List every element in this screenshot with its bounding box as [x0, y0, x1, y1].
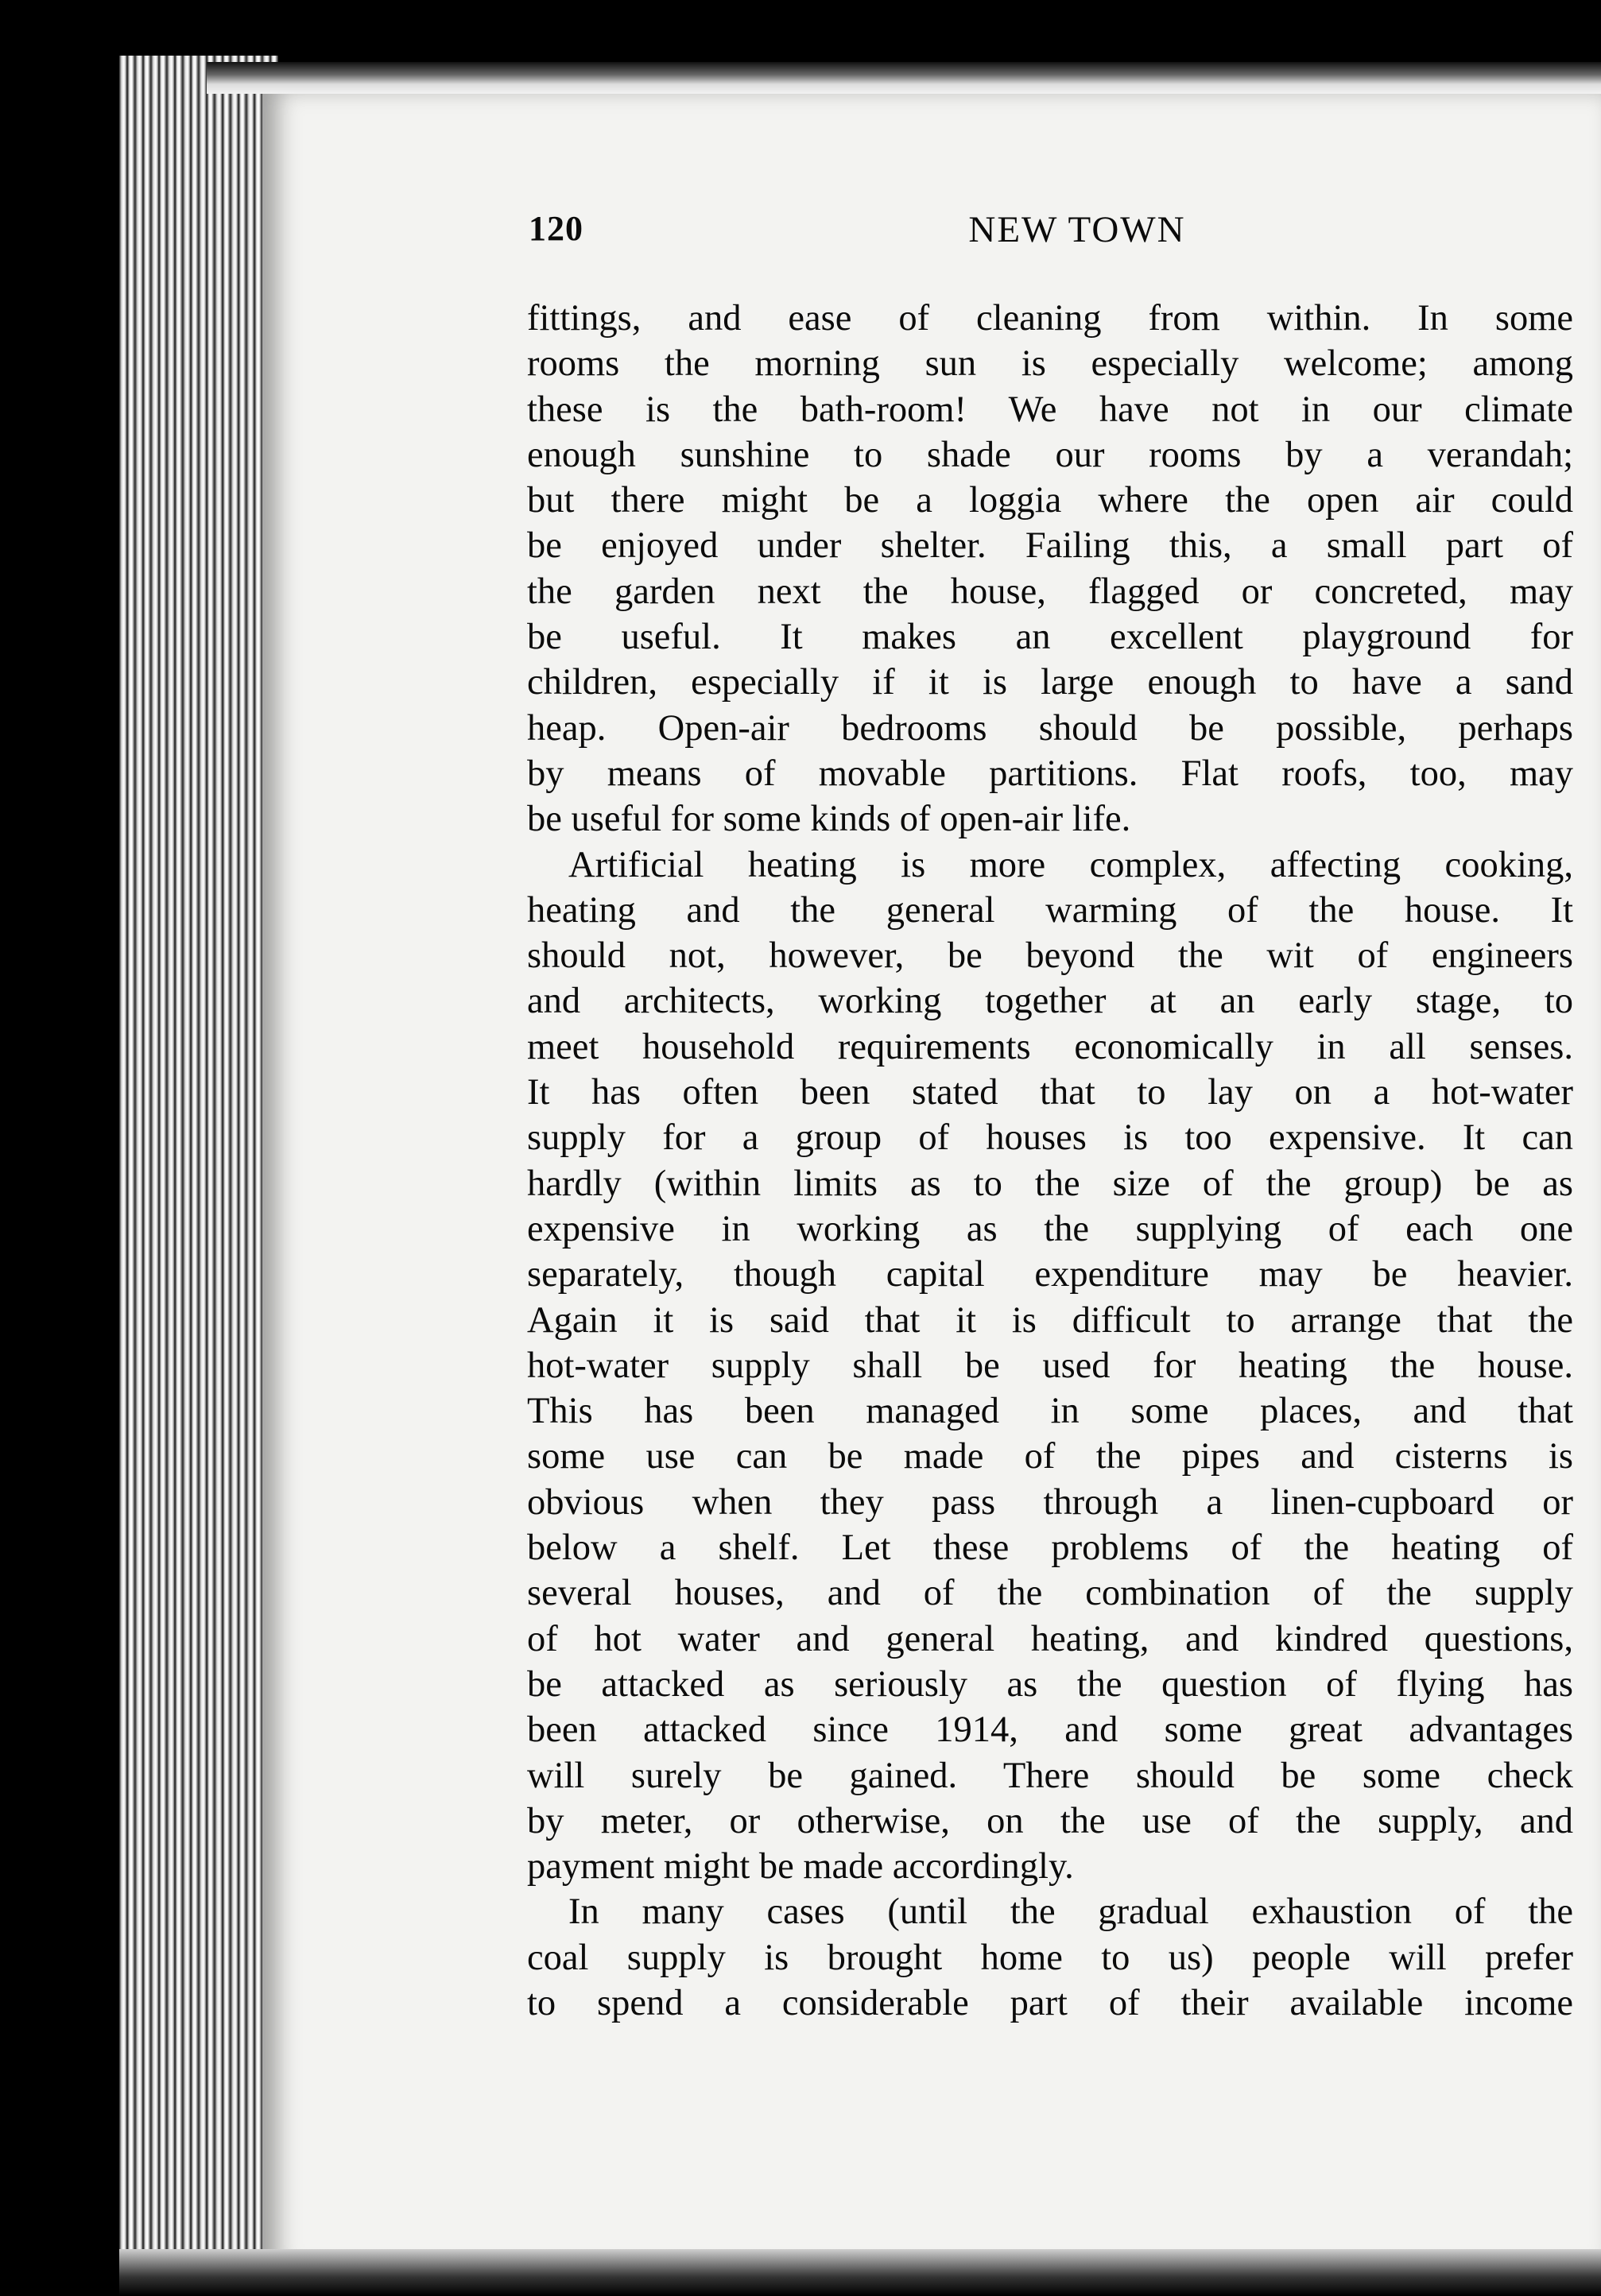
page-number: 120 [529, 209, 583, 248]
text-line: by means of movable partitions. Flat roofs, too, may [527, 753, 1573, 794]
text-line: This has been managed in some places, and that [527, 1391, 1573, 1432]
text-line: Again it is said that it is difficult to arrange that the [527, 1299, 1573, 1341]
text-line: It has often been stated that to lay on a hot-water [527, 1072, 1573, 1113]
text-line: be useful. It makes an excellent playground for [527, 617, 1573, 658]
text-line: will surely be gained. There should be some check [527, 1755, 1573, 1796]
text-line: payment might be made accordingly. [527, 1846, 1074, 1888]
text-line: some use can be made of the pipes and cisterns is [527, 1436, 1573, 1477]
text-line: heap. Open-air bedrooms should be possible, perhaps [527, 707, 1573, 749]
text-line: of hot water and general heating, and kindred questions, [527, 1618, 1573, 1659]
running-title: NEW TOWN [968, 209, 1186, 250]
text-line: separately, though capital expenditure may be heavier. [527, 1254, 1573, 1295]
text-line: should not, however, be beyond the wit of engineers [527, 935, 1573, 977]
text-line: supply for a group of houses is too expensive. It can [527, 1117, 1573, 1159]
text-line: be attacked as seriously as the question of flying has [527, 1663, 1573, 1705]
page-top-edge [207, 62, 1601, 94]
text-line: heating and the general warming of the house. It [527, 889, 1573, 931]
text-line: be useful for some kinds of open-air life. [527, 799, 1131, 840]
text-line: hot-water supply shall be used for heating the house. [527, 1345, 1573, 1386]
text-line: to spend a considerable part of their available income [527, 1982, 1573, 2023]
text-line: but there might be a loggia where the open air could [527, 480, 1573, 521]
page-edges-stack [119, 56, 278, 2273]
text-line: obvious when they pass through a linen-cupboard or [527, 1481, 1573, 1523]
text-line: children, especially if it is large enough to have a sand [527, 662, 1573, 703]
text-line: enough sunshine to shade our rooms by a verandah; [527, 434, 1573, 475]
text-line: below a shelf. Let these problems of the heating of [527, 1527, 1573, 1569]
page-header [529, 208, 1578, 264]
text-line: meet household requirements economically in all senses. [527, 1026, 1573, 1067]
text-line: be enjoyed under shelter. Failing this, a small part of [527, 525, 1573, 567]
text-line: these is the bath-room! We have not in our climate [527, 389, 1573, 430]
text-line: several houses, and of the combination of the supply [527, 1573, 1573, 1614]
text-line: Artificial heating is more complex, affecting cooking, [568, 844, 1573, 885]
text-line: the garden next the house, flagged or concreted, may [527, 571, 1573, 612]
text-line: by meter, or otherwise, on the use of the supply, and [527, 1800, 1573, 1841]
text-line: rooms the morning sun is especially welcome; among [527, 343, 1573, 385]
body-text [527, 296, 1573, 2026]
text-line: expensive in working as the supplying of each one [527, 1208, 1573, 1249]
page-bottom-edge [119, 2249, 1601, 2296]
text-line: been attacked since 1914, and some great advantages [527, 1709, 1573, 1751]
text-line: In many cases (until the gradual exhaustion of the [568, 1891, 1573, 1933]
text-line: and architects, working together at an early stage, to [527, 981, 1573, 1022]
text-line: coal supply is brought home to us) people will prefer [527, 1937, 1573, 1978]
text-line: hardly (within limits as to the size of the group) be as [527, 1163, 1573, 1204]
text-line: fittings, and ease of cleaning from within. In some [527, 298, 1573, 339]
